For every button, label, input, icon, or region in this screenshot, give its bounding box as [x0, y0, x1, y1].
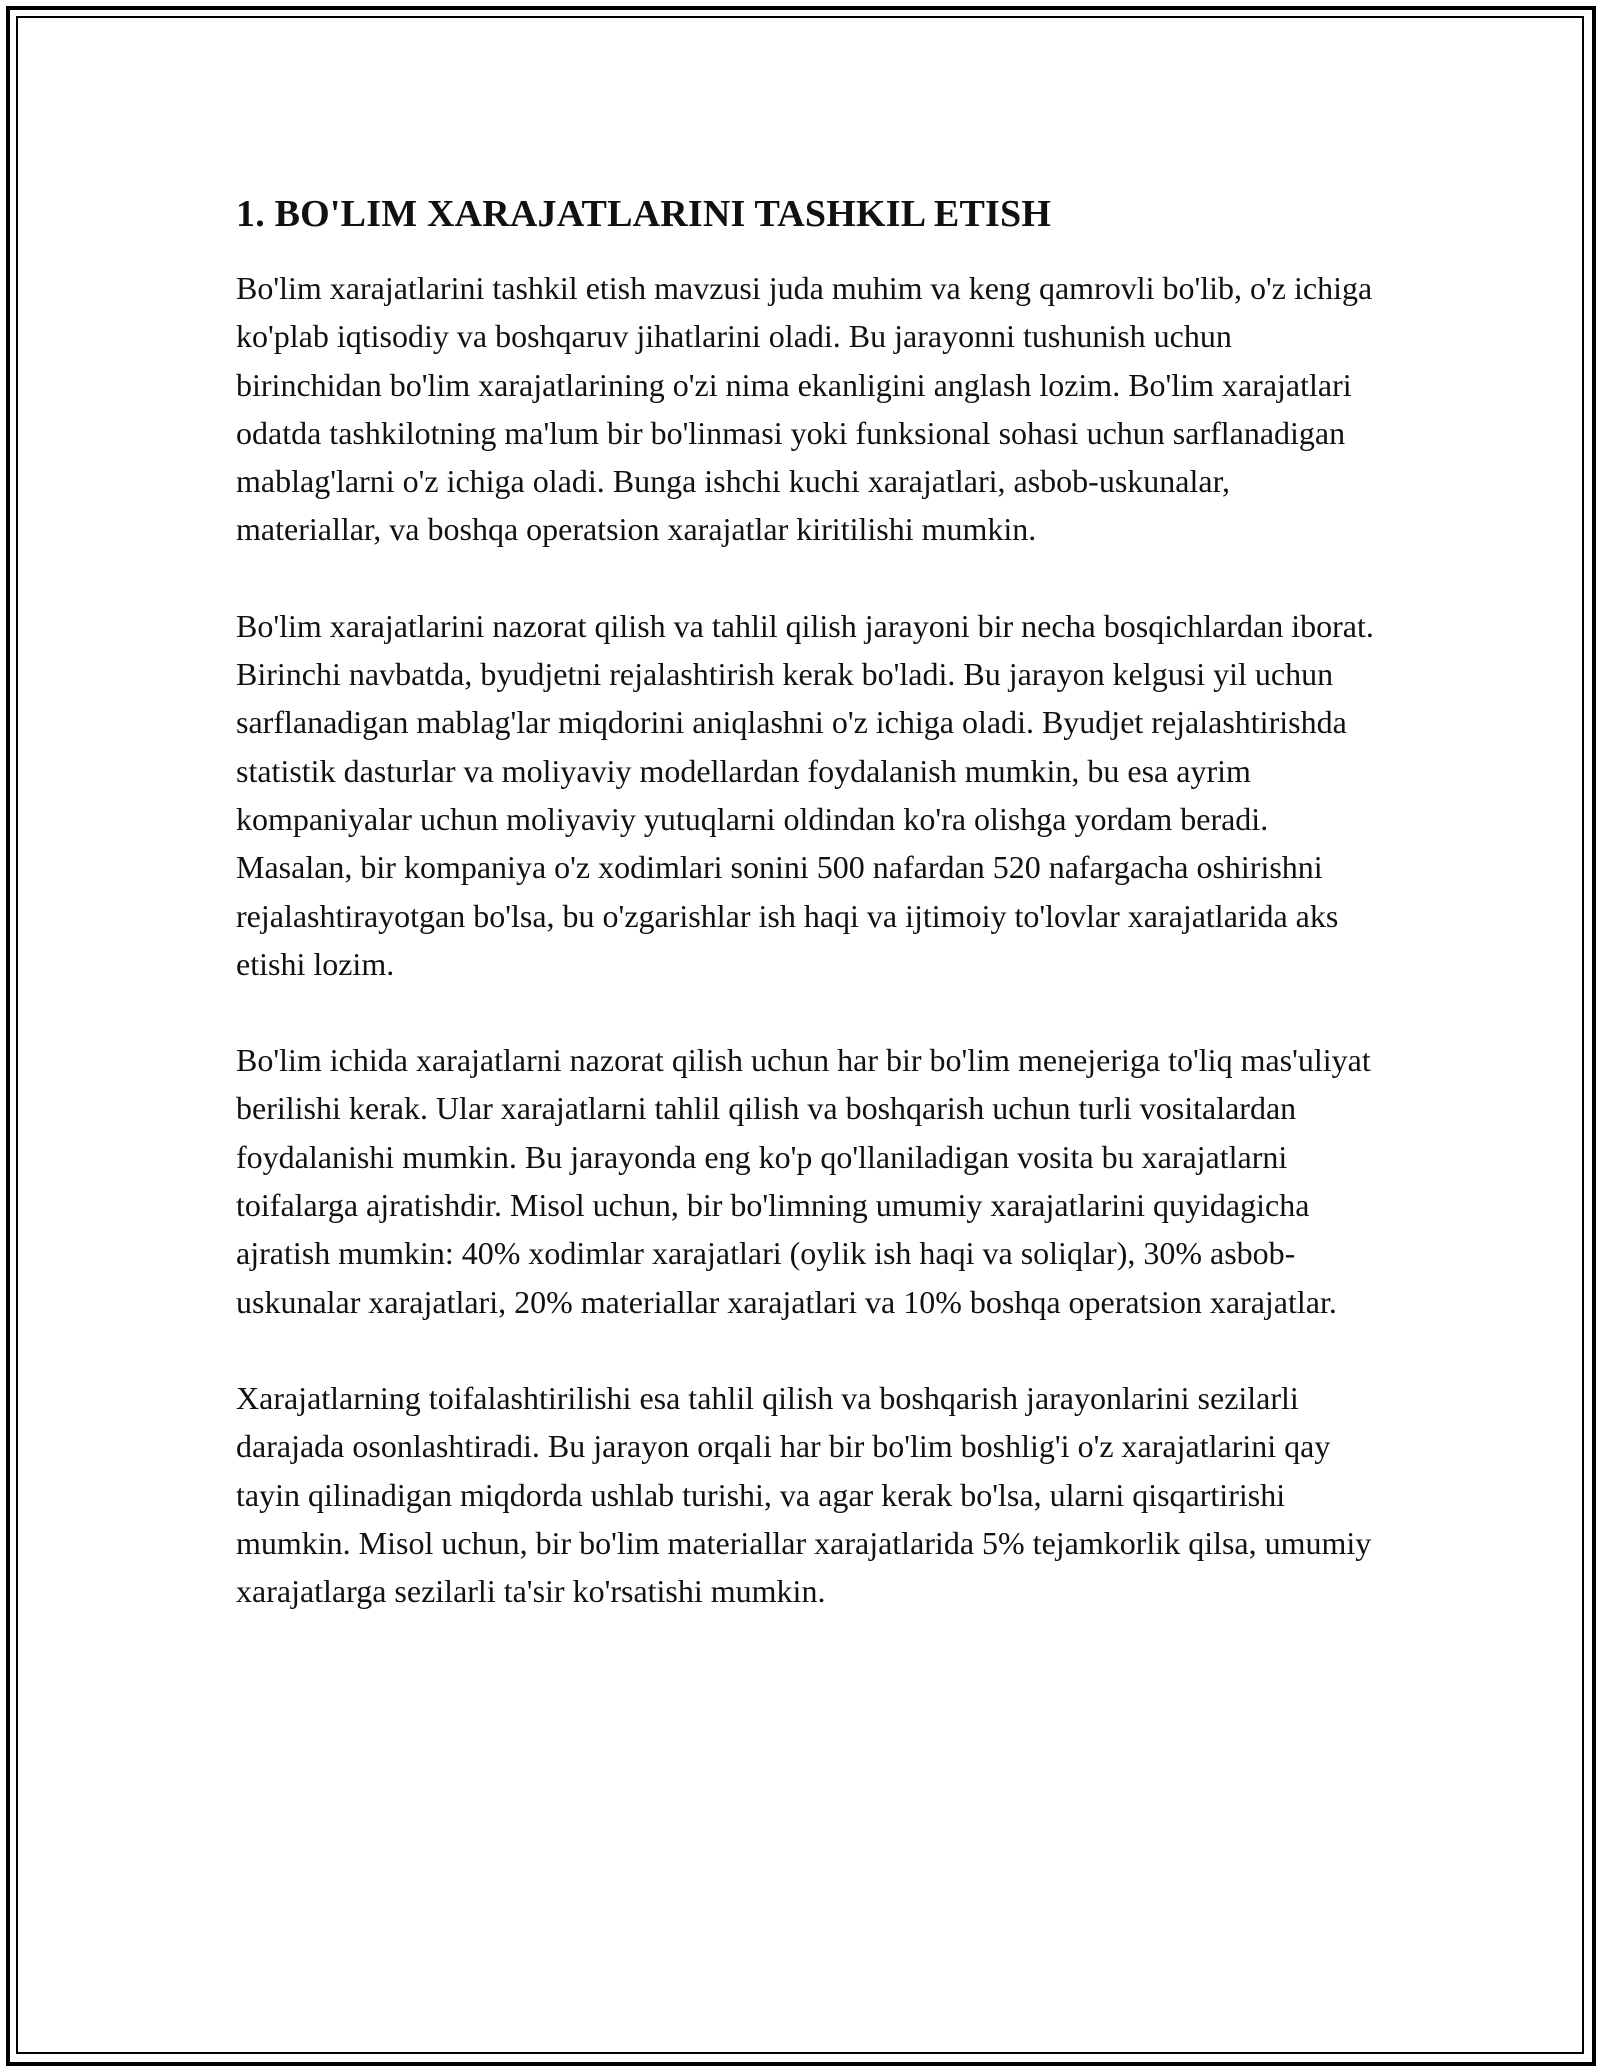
- paragraph-1: Bo'lim xarajatlarini tashkil etish mavzusi juda muhim va keng qamrovli bo'lib, o'z ichiga ko'plab iqtisodiy va boshqaruv jihatlarini oladi. Bu jarayonni tushunish uchun birinchidan bo'lim xarajatlarining o'zi nima ekanligini anglash lozim. Bo'lim xarajatlari odatda tashkilotning ma'lum bir bo'linmasi yoki funksional sohasi uchun sarflanadigan mablag'larni o'z ichiga oladi. Bunga ishchi kuchi xarajatlari, asbob-uskunalar, materiallar, va boshqa operatsion xarajatlar kiritilishi mumkin.: [236, 270, 1373, 548]
- paragraph-2: Bo'lim xarajatlarini nazorat qilish va tahlil qilish jarayoni bir necha bosqichlardan iborat. Birinchi navbatda, byudjetni rejalashtirish kerak bo'ladi. Bu jarayon kelgusi yil uchun sarflanadigan mablag'lar miqdorini aniqlashni o'z ichiga oladi. Byudjet rejalashtirishda statistik dasturlar va moliyaviy modellardan foydalanish mumkin, bu esa ayrim kompaniyalar uchun moliyaviy yutuqlarni oldindan ko'ra olishga yordam beradi. Masalan, bir kompaniya o'z xodimlari sonini 500 nafardan 520 nafargacha oshirishni rejalashtirayotgan bo'lsa, bu o'zgarishlar ish haqi va ijtimoiy to'lovlar xarajatlarida aks etishi lozim.: [236, 607, 1374, 982]
- paragraph-4: Xarajatlarning toifalashtirilishi esa tahlil qilish va boshqarish jarayonlarini sezilarli darajada osonlashtiradi. Bu jarayon orqali har bir bo'lim boshlig'i o'z xarajatlarini qay tayin qilinadigan miqdorda ushlab turishi, va agar kerak bo'lsa, ularni qisqartirishi mumkin. Misol uchun, bir bo'lim materiallar xarajatlarida 5% tejamkorlik qilsa, umumiy xarajatlarga sezilarli ta'sir ko'rsatishi mumkin.: [236, 1379, 1372, 1610]
- paragraph-3: Bo'lim ichida xarajatlarni nazorat qilish uchun har bir bo'lim menejeriga to'liq mas'uliyat berilishi kerak. Ular xarajatlarni tahlil qilish va boshqarish uchun turli vositalardan foydalanishi mumkin. Bu jarayonda eng ko'p qo'llaniladigan vosita bu xarajatlarni toifalarga ajratishdir. Misol uchun, bir bo'limning umumiy xarajatlarini quyidagicha ajratish mumkin: 40% xodimlar xarajatlari (oylik ish haqi va soliqlar), 30% asbob-uskunalar xarajatlari, 20% materiallar xarajatlari va 10% boshqa operatsion xarajatlar.: [236, 1042, 1371, 1320]
- section-heading: 1. BO'LIM XARAJATLARINI TASHKIL ETISH: [236, 193, 1052, 235]
- document-body: [236, 188, 1376, 1663]
